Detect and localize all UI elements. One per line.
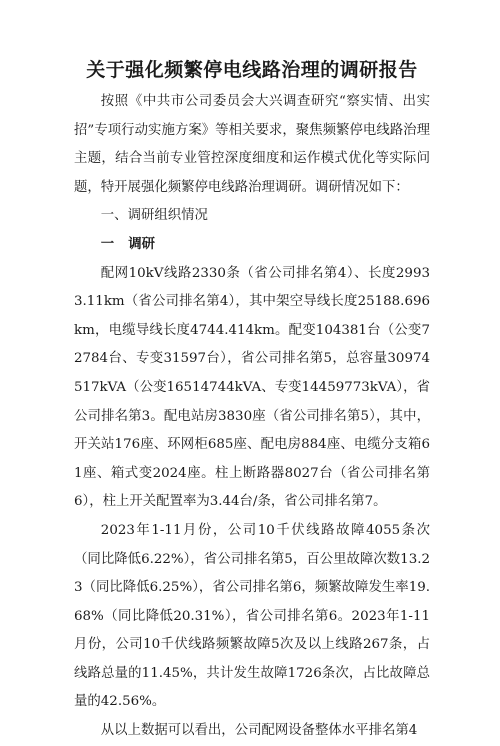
document-title: 关于强化频繁停电线路治理的调研报告 [86, 59, 418, 81]
analysis-paragraph: 从以上数据可以看出，公司配网设备整体水平排名第4 [100, 723, 418, 739]
network-overview-paragraph: 配网10kV线路2330条（省公司排名第4）、长度29933.11km（省公司排名第4），其中架空导线长度25188.696km，电缆导线长度4744.414km。配变104381台（公变72784台、专变31597台），省公司排名第5，总容量30974517kVA（公变16514744kVA、专变14459773kVA），省公司排名第3。配电站房3830座（省公司排名第5），其中，开关站176座、环网柜685座、配电房884座、电缆分支箱61座、箱式变2024座。柱上断路器8027台（省公司排名第6），柱上开关配置率为3.44台/条，省公司排名第7。 [74, 265, 430, 510]
intro-paragraph: 按照《中共市公司委员会大兴调查研究“察实情、出实招”专项行动实施方案》等相关要求，聚焦频繁停电线路治理主题，结合当前专业管控深度细度和运作模式优化等实际问题，特开展强化频繁停电线路治理调研。调研情况如下： [74, 94, 430, 195]
section-heading-organization: 一、调研组织情况 [100, 208, 208, 224]
fault-statistics-paragraph: 2023年1-11月份，公司10千伏线路故障4055条次（同比降低6.22%），省公司排名第5，百公里故障次数13.23（同比降低6.25%），省公司排名第6，频繁故障发生率19.68%（同比降低20.31%），省公司排名第6。2023年1-11月份，公司10千伏线路频繁故障5次及以上线路267条，占线路总量的11.45%，共计发生故障1726条次，占比故障总量的42.56%。 [74, 522, 430, 710]
subsection-heading-research [74, 231, 430, 260]
subsection-title: 调研 [128, 236, 155, 252]
subsection-number: 一 [100, 236, 115, 252]
